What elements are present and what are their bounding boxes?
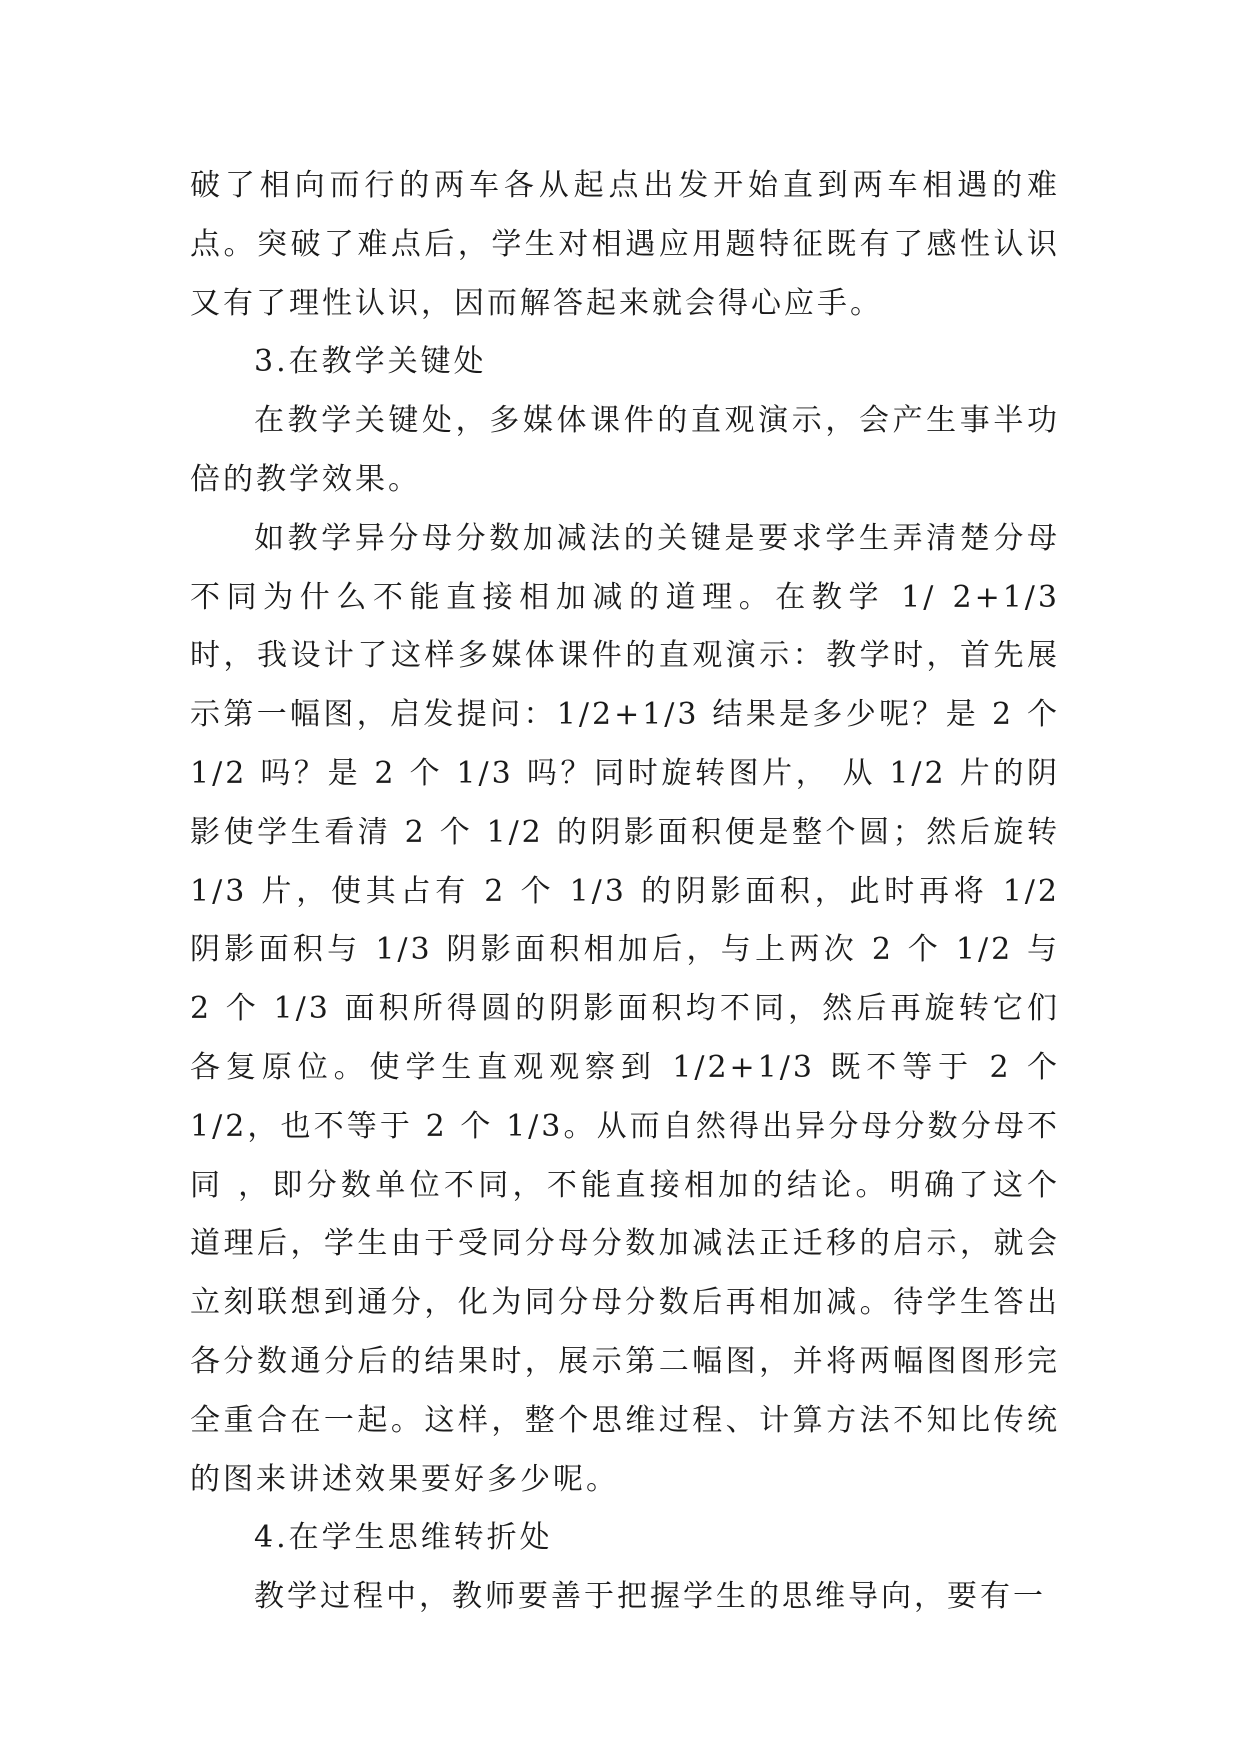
section-heading-3: 3.在教学关键处 — [254, 344, 487, 380]
document-body — [190, 157, 1060, 1627]
section-heading-4: 4.在学生思维转折处 — [254, 1520, 553, 1556]
paragraph-fraction-example: 如教学异分母分数加减法的关键是要求学生弄清楚分母不同为什么不能直接相加减的道理。在教学 1/ 2+1/3 时，我设计了这样多媒体课件的直观演示：教学时，首先展示第一幅图，启发提问：1/2+1/3 结果是多少呢？是 2 个 1/2 吗？是 2 个 1/3 吗？同时旋转图片， 从 1/2 片的阴影使学生看清 2 个 1/2 的阴影面积便是整个圆；然后旋转 1/3 片，使其占有 2 个 1/3 的阴影面积，此时再将 1/2 阴影面积与 1/3 阴影面积相加后，与上两次 2 个 1/2 与 2 个 1/3 面积所得圆的阴影面积均不同，然后再旋转它们各复原位。使学生直观观察到 1/2+1/3 既不等于 2 个 1/2，也不等于 2 个 1/3。从而自然得出异分母分数分母不同 ，即分数单位不同，不能直接相加的结论。明确了这个道理后，学生由于受同分母分数加减法正迁移的启示，就会立刻联想到通分，化为同分母分数后再相加减。待学生答出各分数通分后的结果时，展示第二幅图，并将两幅图图形完全重合在一起。这样，整个思维过程、计算方法不知比传统的图来讲述效果要好多少呢。 — [190, 520, 1060, 1497]
paragraph-thinking-turn: 教学过程中，教师要善于把握学生的思维导向，要有一 — [254, 1579, 1046, 1615]
paragraph-key-point-intro: 在教学关键处，多媒体课件的直观演示，会产生事半功倍的教学效果。 — [190, 403, 1060, 497]
paragraph-continuation: 破了相向而行的两车各从起点出发开始直到两车相遇的难点。突破了难点后，学生对相遇应用题特征既有了感性认识又有了理性认识，因而解答起来就会得心应手。 — [190, 168, 1060, 321]
